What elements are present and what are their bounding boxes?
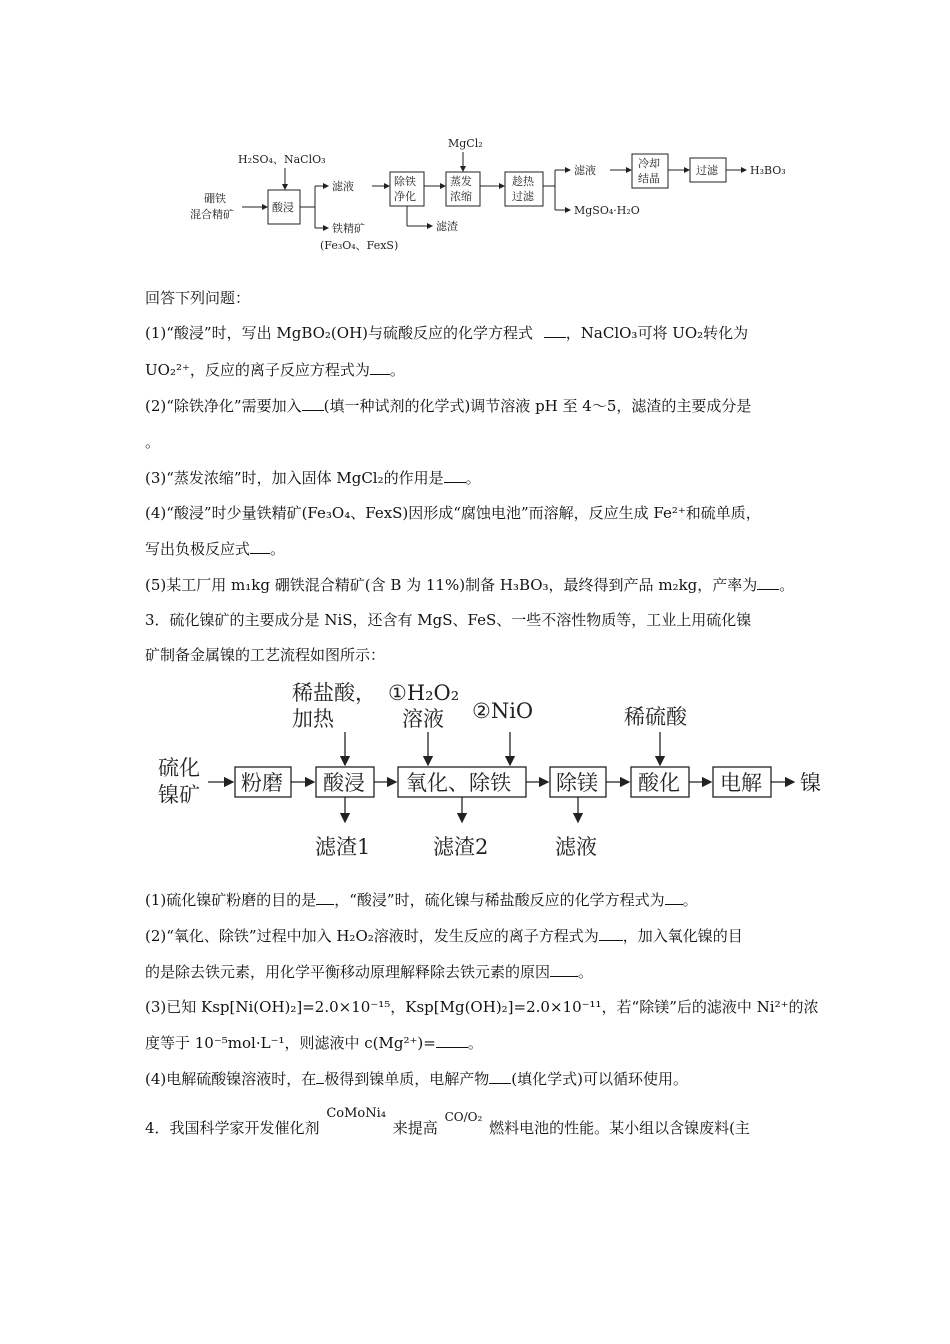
input-ore-2: 镍矿: [158, 783, 200, 807]
step-acidify: 酸化: [638, 771, 680, 795]
step-cool-2: 结晶: [638, 172, 660, 185]
answer-blank[interactable]: [665, 890, 683, 905]
reagent-heat: 加热: [292, 707, 334, 731]
input-ore-1: 硫化: [158, 756, 200, 780]
answer-blank[interactable]: [599, 926, 623, 941]
answer-blank[interactable]: [436, 1033, 468, 1048]
q3-part3-line2: 度等于 10⁻⁵mol·L⁻¹，则滤液中 c(Mg²⁺)= 。: [145, 1034, 483, 1052]
q2-part2-line1: (2)“除铁净化”需要加入 (填一种试剂的化学式)调节溶液 pH 至 4～5，滤渣的主要成分是: [145, 397, 752, 415]
step-demg: 除镁: [556, 771, 598, 795]
product-nickel: 镍: [800, 771, 821, 795]
flow-diagram-boron: [180, 130, 800, 260]
step-evaporate-2: 浓缩: [450, 190, 472, 203]
fuel-formula: CO/O₂: [444, 1110, 483, 1124]
filtrate-label: 滤液: [555, 835, 597, 859]
q2-intro: 回答下列问题：: [145, 289, 251, 307]
q4-line1: 4．我国科学家开发催化剂 CoMoNi₄ 来提高 $^{CO/O_2}$ 燃料电池的性能。某小组以含镍废料(主: [145, 1106, 750, 1137]
q3-intro-line2: 矿制备金属镍的工艺流程如图所示：: [145, 646, 386, 664]
reagent-h2so4-naclo3: H₂SO₄、NaClO₃: [238, 153, 326, 166]
input-label-1: 硼铁: [204, 192, 226, 205]
reagent-nio: ②NiO: [472, 699, 534, 723]
q2-part1-line2: UO₂²⁺，反应的离子反应方程式为 。: [145, 361, 405, 379]
flow-diagram-nickel: [150, 672, 830, 867]
q2-part4-line1: (4)“酸浸”时少量铁精矿(Fe₃O₄、FexS)因形成“腐蚀电池”而溶解，反应生成 Fe²⁺和硫单质，: [145, 504, 761, 522]
step-electrolysis: 电解: [720, 771, 762, 795]
reagent-h2o2-solution: 溶液: [402, 707, 444, 731]
answer-blank[interactable]: [544, 323, 566, 338]
q2-part1-line1: (1)“酸浸”时，写出 MgBO₂(OH)与硫酸反应的化学方程式 ，NaClO₃可将 UO₂转化为: [145, 324, 749, 342]
residue-2: 滤渣2: [433, 835, 489, 859]
step-grind: 粉磨: [241, 771, 283, 795]
step-iron-removal-2: 净化: [394, 190, 416, 203]
q3-part3-line1: (3)已知 Ksp[Ni(OH)₂]=2.0×10⁻¹⁵，Ksp[Mg(OH)₂]=2.0×10⁻¹¹，若“除镁”后的滤液中 Ni²⁺的浓: [145, 998, 819, 1016]
mgcl2-label: MgCl₂: [448, 137, 483, 150]
q3-part2-line1: (2)“氧化、除铁”过程中加入 H₂O₂溶液时，发生反应的离子方程式为 ，加入氧化镍的目: [145, 927, 743, 945]
answer-blank[interactable]: [757, 575, 779, 590]
filtrate-label-2: 滤液: [574, 164, 596, 177]
step-hot-filter-2: 过滤: [512, 190, 534, 203]
iron-formula-label: (Fe₃O₄、FexS): [320, 239, 399, 252]
catalyst-formula: CoMoNi₄: [326, 1106, 386, 1121]
step-filter: 过滤: [696, 164, 718, 177]
step-oxidize: 氧化、除铁: [406, 771, 511, 795]
q2-part3: (3)“蒸发浓缩”时，加入固体 MgCl₂的作用是 。: [145, 469, 481, 487]
answer-blank[interactable]: [250, 539, 270, 554]
q2-part5: (5)某工厂用 m₁kg 硼铁混合精矿(含 B 为 11%)制备 H₃BO₃，最终得到产品 m₂kg，产率为 。: [145, 576, 795, 594]
filtrate-label-1: 滤液: [332, 180, 354, 193]
residue-label: 滤渣: [436, 220, 458, 233]
q2-part2-line2: 。: [145, 433, 161, 451]
step-acid-leach: 酸浸: [272, 201, 294, 214]
q3-part2-line2: 的是除去铁元素，用化学平衡移动原理解释除去铁元素的原因 。: [145, 963, 594, 981]
answer-blank[interactable]: [550, 962, 578, 977]
q3-part1: (1)硫化镍矿粉磨的目的是 ，“酸浸”时，硫化镍与稀盐酸反应的化学方程式为 。: [145, 891, 698, 909]
reagent-h2o2: ①H₂O₂: [388, 681, 460, 705]
step-hot-filter-1: 趁热: [512, 175, 534, 188]
iron-concentrate-label: 铁精矿: [332, 222, 365, 235]
step-leach: 酸浸: [323, 771, 365, 795]
q3-part4: (4)电解硫酸镍溶液时，在 极得到镍单质，电解产物 (填化学式)可以循环使用。: [145, 1070, 688, 1088]
answer-blank[interactable]: [316, 890, 334, 905]
answer-blank[interactable]: [489, 1069, 511, 1084]
answer-blank[interactable]: [370, 360, 390, 375]
q3-intro-line1: 3．硫化镍矿的主要成分是 NiS，还含有 MgS、FeS、一些不溶性物质等，工业上用硫化镍: [145, 611, 752, 629]
answer-blank[interactable]: [302, 396, 324, 411]
reagent-hcl: 稀盐酸，: [292, 681, 376, 705]
q2-part4-line2: 写出负极反应式 。: [145, 540, 286, 558]
input-label-2: 混合精矿: [190, 208, 234, 221]
step-iron-removal-1: 除铁: [394, 175, 416, 188]
step-evaporate-1: 蒸发: [450, 175, 472, 188]
mgso4-label: MgSO₄·H₂O: [574, 204, 640, 217]
step-cool-1: 冷却: [638, 157, 660, 170]
residue-1: 滤渣1: [315, 835, 371, 859]
reagent-h2so4: 稀硫酸: [624, 705, 687, 729]
answer-blank[interactable]: [444, 468, 466, 483]
product-h3bo3: H₃BO₃: [750, 164, 786, 177]
